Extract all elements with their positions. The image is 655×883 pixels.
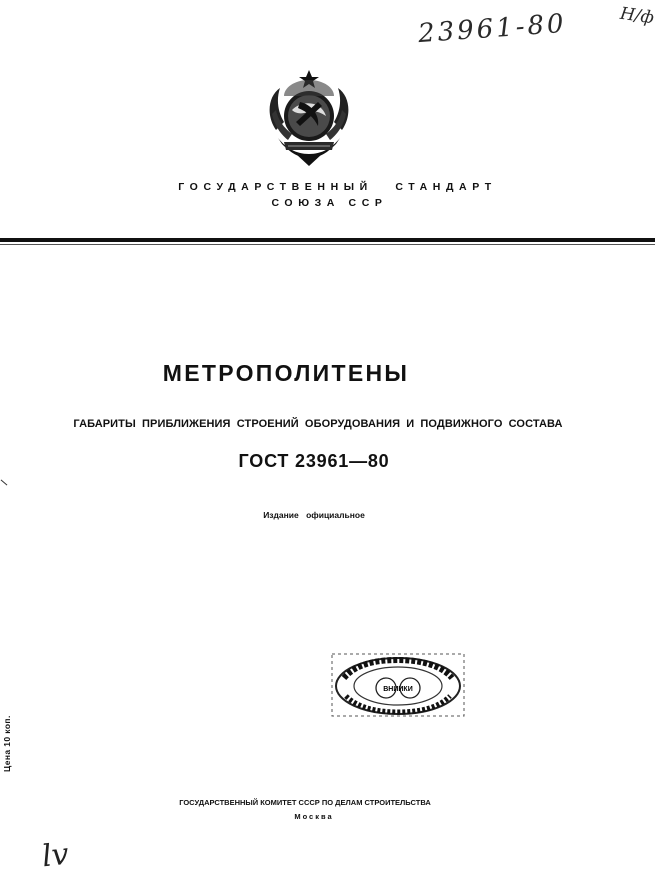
- stamp-label: ВНИИКИ: [383, 686, 413, 693]
- scan-mark: [1, 480, 8, 486]
- issuer-line-ussr: СОЮЗА ССР: [271, 197, 388, 209]
- issuer-line-state-standard: ГОСУДАРСТВЕННЫЙ СТАНДАРТ: [178, 181, 497, 193]
- publisher-name: ГОСУДАРСТВЕННЫЙ КОМИТЕТ СССР ПО ДЕЛАМ СТРОИТЕЛЬСТВА: [179, 798, 431, 807]
- standard-code: ГОСТ 23961—80: [238, 451, 390, 471]
- document-title: МЕТРОПОЛИТЕНЫ: [162, 360, 410, 386]
- handwritten-initial: lv: [40, 836, 71, 875]
- edition-note: Издание официальное: [263, 510, 365, 520]
- publication-city: Москва: [294, 812, 334, 821]
- price-label: Цена 10 коп.: [2, 715, 12, 772]
- handwritten-corner-note: H/ф: [618, 3, 655, 29]
- handwritten-document-number: 23961-80: [417, 8, 568, 50]
- document-subtitle: ГАБАРИТЫ ПРИБЛИЖЕНИЯ СТРОЕНИЙ ОБОРУДОВАНИЯ И ПОДВИЖНОГО СОСТАВА: [73, 418, 563, 430]
- state-emblem-icon: [262, 68, 356, 168]
- header-divider-thin: [0, 244, 655, 245]
- library-stamp-icon: [330, 652, 466, 718]
- header-divider: [0, 238, 655, 242]
